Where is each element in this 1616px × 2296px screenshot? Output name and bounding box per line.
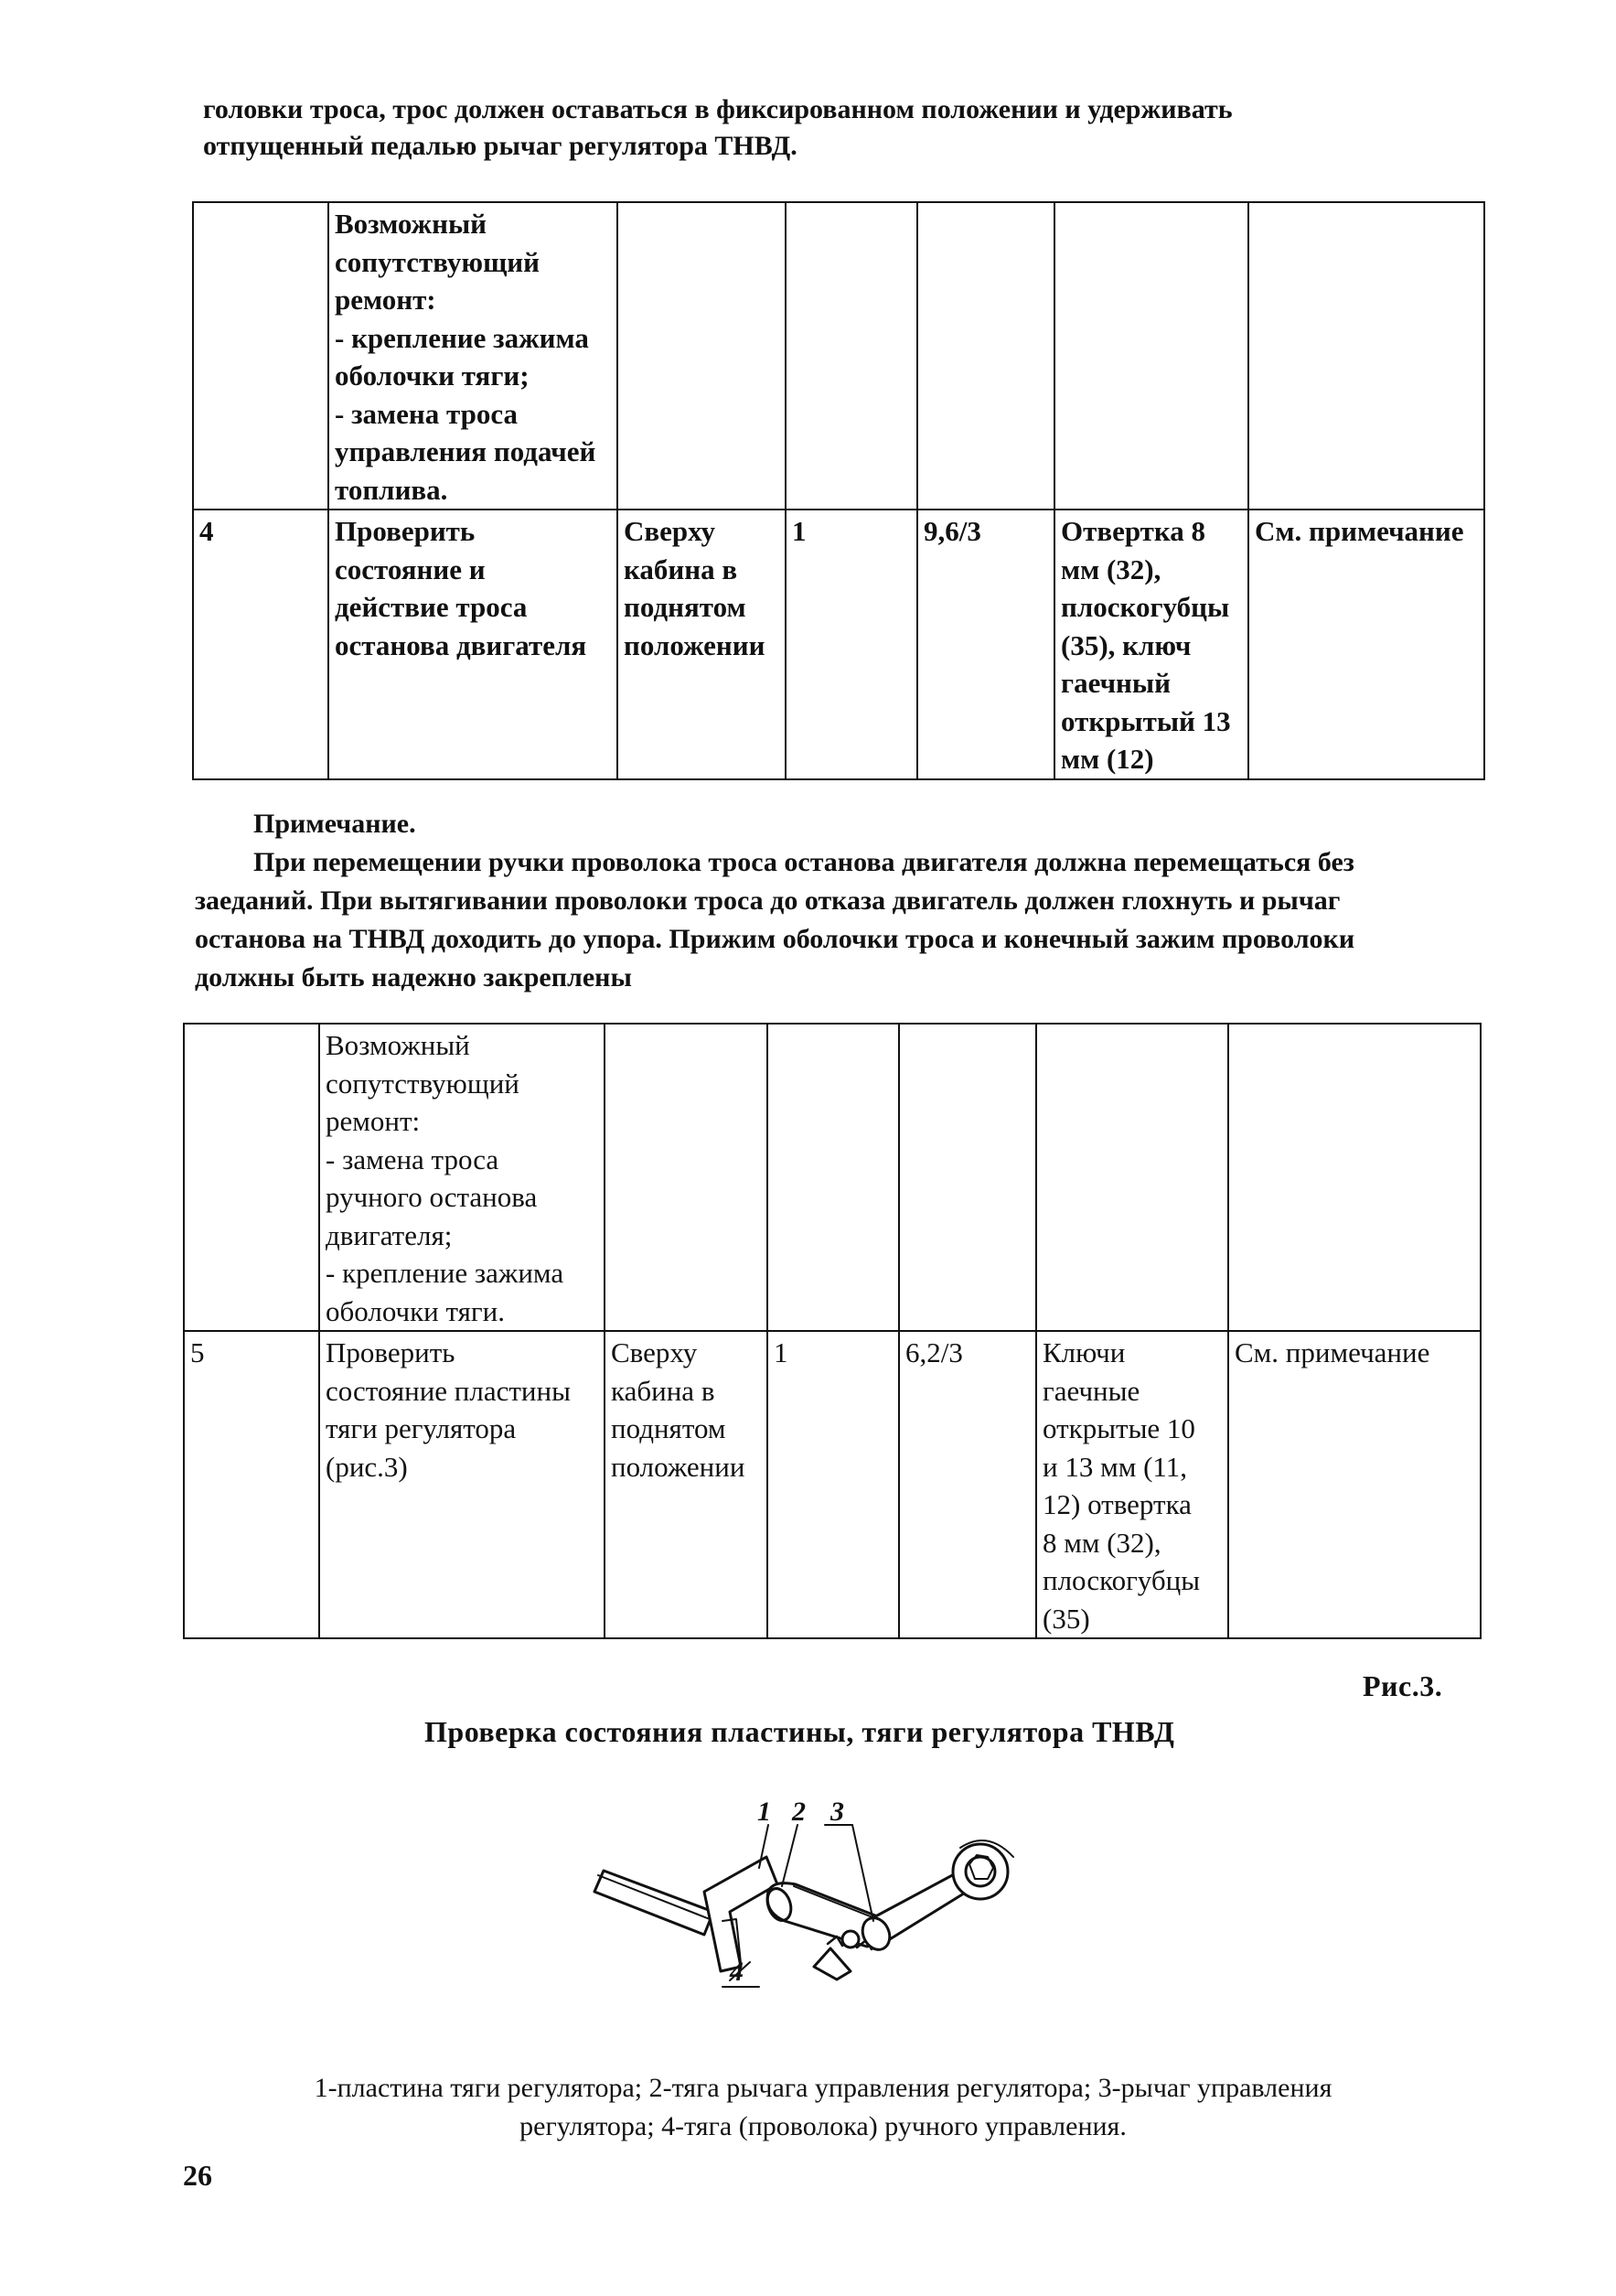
caption-line-2: регулятора; 4-тяга (проволока) ручного управления. <box>519 2111 1127 2141</box>
figure-number: Рис.3. <box>1363 1669 1443 1702</box>
page-number: 26 <box>183 2159 212 2192</box>
cell-place <box>617 202 786 510</box>
label-3: 3 <box>830 1797 844 1827</box>
intro-text <box>203 91 1483 165</box>
plate <box>704 1857 777 1971</box>
cell-place: Сверху кабина в поднятом положении <box>605 1331 767 1638</box>
note-block <box>195 805 1493 997</box>
note-line-1: При перемещении ручки проволока троса останова двигателя должна перемещаться без <box>253 847 1354 877</box>
label-2: 2 <box>792 1797 806 1827</box>
cell-number <box>184 1024 319 1331</box>
figure-title: Проверка состояния пластины, тяги регулятора ТНВД <box>424 1715 1175 1748</box>
cell-count: 1 <box>767 1331 899 1638</box>
table-row <box>184 1331 1481 1638</box>
label-4: 4 <box>730 1957 744 1987</box>
cell-number <box>193 202 328 510</box>
intro-line-2: отпущенный педалью рычаг регулятора ТНВД. <box>203 131 797 161</box>
note-line-3: останова на ТНВД доходить до упора. Прижим оболочки троса и конечный зажим проволоки <box>195 924 1355 954</box>
maintenance-table-2 <box>183 1023 1482 1639</box>
cell-time: 6,2/3 <box>899 1331 1036 1638</box>
figure-caption <box>165 2069 1482 2146</box>
cell-count: 1 <box>786 510 917 779</box>
cell-operation: Возможный сопутствующий ремонт: - крепление зажима оболочки тяги; - замена троса управления подачей топлива. <box>328 202 617 510</box>
cell-tools: Ключи гаечные открытые 10 и 13 мм (11, 12) отвертка 8 мм (32), плоскогубцы (35) <box>1036 1331 1228 1638</box>
note-line-2: заеданий. При вытягивании проволоки троса до отказа двигатель должен глохнуть и рычаг <box>195 885 1341 916</box>
cell-note: См. примечание <box>1248 510 1484 779</box>
cell-number: 4 <box>193 510 328 779</box>
cell-note <box>1248 202 1484 510</box>
maintenance-table-1 <box>192 201 1485 780</box>
cell-time: 9,6/3 <box>917 510 1054 779</box>
table-row <box>184 1024 1481 1331</box>
cell-count <box>767 1024 899 1331</box>
cell-note: См. примечание <box>1228 1331 1481 1638</box>
label-1: 1 <box>757 1797 771 1827</box>
cell-tools <box>1054 202 1248 510</box>
cell-time <box>899 1024 1036 1331</box>
table-row <box>193 202 1484 510</box>
cell-tools <box>1036 1024 1228 1331</box>
cell-number: 5 <box>184 1331 319 1638</box>
cell-time <box>917 202 1054 510</box>
cell-note <box>1228 1024 1481 1331</box>
intro-line-1: головки троса, трос должен оставаться в фиксированном положении и удерживать <box>203 94 1233 124</box>
cell-place <box>605 1024 767 1331</box>
regulator-rod-drawing <box>585 1784 1061 2003</box>
caption-line-1: 1-пластина тяги регулятора; 2-тяга рычага управления регулятора; 3-рычаг управления <box>314 2073 1332 2103</box>
cell-count <box>786 202 917 510</box>
note-line-4: должны быть надежно закреплены <box>195 962 632 992</box>
cell-place: Сверху кабина в поднятом положении <box>617 510 786 779</box>
cell-operation: Возможный сопутствующий ремонт: - замена троса ручного останова двигателя; - крепление зажима оболочки тяги. <box>319 1024 605 1331</box>
cell-operation: Проверить состояние пластины тяги регулятора (рис.3) <box>319 1331 605 1638</box>
table-row <box>193 510 1484 779</box>
note-heading: Примечание. <box>253 809 416 839</box>
cell-operation: Проверить состояние и действие троса останова двигателя <box>328 510 617 779</box>
cell-tools: Отвертка 8 мм (32), плоскогубцы (35), ключ гаечный открытый 13 мм (12) <box>1054 510 1248 779</box>
